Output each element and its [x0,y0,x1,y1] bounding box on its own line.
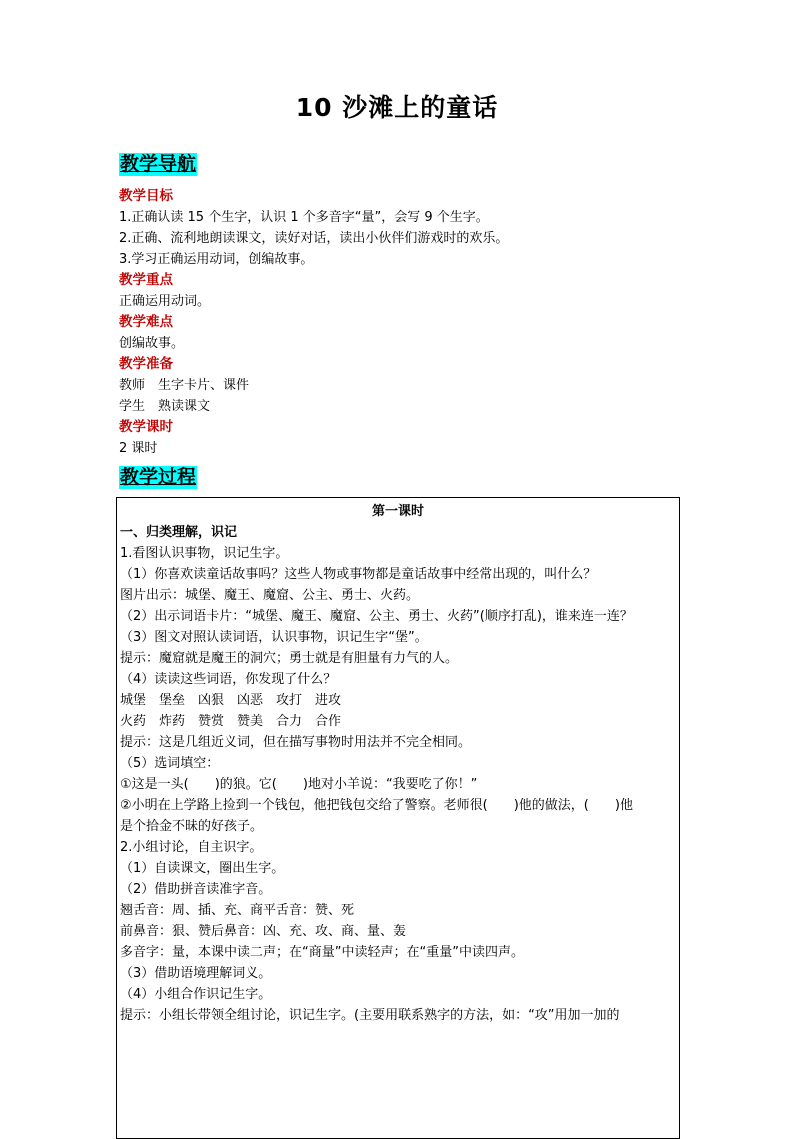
prep-item: 学生 熟读课文 [119,399,211,414]
process-line: （1）自读课文，圈出生字。 [120,861,285,876]
goal-item: 1.正确认读 15 个生字，认识 1 个多音字“量”，会写 9 个生字。 [119,210,489,225]
process-line: （5）选词填空： [120,756,220,771]
process-line: （3）借助语境理解词义。 [120,966,272,981]
key-heading: 教学重点 [119,272,173,288]
process-line: （3）图文对照认读词语，认识事物，识记生字“堡”。 [120,630,428,645]
process-line: 图片出示：城堡、魔王、魔窟、公主、勇士、火药。 [120,588,420,603]
part-heading: 一、归类理解，识记 [120,525,238,540]
process-line: 提示：这是几组近义词，但在描写事物时用法并不完全相同。 [120,735,472,750]
process-line: 多音字：量，本课中读二声；在“商量”中读轻声；在“重量”中读四声。 [120,945,524,960]
process-line: （2）出示词语卡片：“城堡、魔王、魔窟、公主、勇士、火药”(顺序打乱)，谁来连一连？ [120,609,633,624]
prep-heading: 教学准备 [119,356,173,372]
hours-text: 2 课时 [119,441,158,456]
difficulty-heading: 教学难点 [119,314,173,330]
process-line: 1.看图认识事物，识记生字。 [120,546,289,561]
lesson-heading: 第一课时 [371,504,424,519]
process-line: 翘舌音：周、插、充、商平舌音：赞、死 [120,903,355,918]
process-line: （4）读读这些词语，你发现了什么？ [120,672,337,687]
process-line: 前鼻音：狠、赞后鼻音：凶、充、攻、商、量、轰 [120,924,407,939]
process-table [116,497,680,1139]
process-line: 2.小组讨论，自主识字。 [120,840,263,855]
section-heading-process: 教学过程 [120,466,197,488]
process-line: ②小明在上学路上捡到一个钱包，他把钱包交给了警察。老师很( )他的做法，( )他 [120,798,633,813]
process-line: ①这是一头( )的狼。它( )地对小羊说：“我要吃了你！” [120,777,478,792]
difficulty-text: 创编故事。 [119,336,185,351]
process-line: 火药 炸药 赞赏 赞美 合力 合作 [120,714,342,729]
process-line: 城堡 堡垒 凶狠 凶恶 攻打 进攻 [120,693,342,708]
goal-item: 2.正确、流利地朗读课文，读好对话，读出小伙伴们游戏时的欢乐。 [119,231,509,246]
process-line: 提示：魔窟就是魔王的洞穴；勇士就是有胆量有力气的人。 [120,651,459,666]
page-title: 10 沙滩上的童话 [295,93,499,122]
hours-heading: 教学课时 [119,419,173,435]
process-line: （4）小组合作识记生字。 [120,987,272,1002]
process-line: 提示：小组长带领全组讨论，识记生字。(主要用联系熟字的方法，如：“攻”用加一加的 [120,1008,620,1023]
goals-heading: 教学目标 [119,188,173,204]
guide-block [119,186,679,459]
process-line: 是个拾金不昧的好孩子。 [120,819,264,834]
process-line: （2）借助拼音读准字音。 [120,882,272,897]
goal-item: 3.学习正确运用动词，创编故事。 [119,252,314,267]
key-text: 正确运用动词。 [119,294,211,309]
section-heading-guide: 教学导航 [120,153,197,175]
prep-item: 教师 生字卡片、课件 [119,378,250,393]
process-line: （1）你喜欢读童话故事吗？这些人物或事物都是童话故事中经常出现的，叫什么？ [120,567,597,582]
